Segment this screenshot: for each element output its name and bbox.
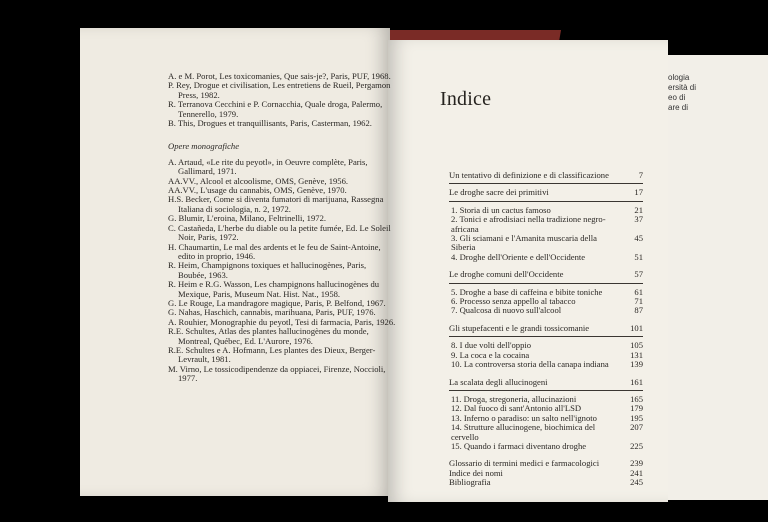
toc-chapter-row: La scalata degli allucinogeni 161 [449,376,643,387]
toc-chapter-row: Le droghe sacre dei primitivi 17 [449,187,643,198]
divider [449,183,643,184]
monograph-entry: AA.VV., L'usage du cannabis, OMS, Genève, 1970. [168,185,347,196]
monograph-entry: C. Castañeda, L'herbe du diable ou la petite fumée, Ed. Le Soleil Noir, Paris, 1972. [168,222,391,243]
toc-item-row: 1. Storia di un cactus famoso 21 [451,204,643,215]
monograph-entry: M. Virno, Le tossicodipendenze da oppiacei, Firenze, Noccioli, 1977. [168,363,386,384]
section-title: Opere monografiche [168,141,240,152]
divider [449,283,643,284]
toc-item-row: 9. La coca e la cocaina 131 [451,349,643,360]
divider [449,336,643,337]
reference-entry: A. e M. Porot, Les toxicomanies, Que sais-je?, Paris, PUF, 1968. [168,71,391,81]
monograph-entry: A. Artaud, «Le rite du peyotl», in Oeuvre complète, Paris, Gallimard, 1971. [168,156,368,177]
monograph-entry: G. Nahas, Haschich, cannabis, marihuana, Paris, PUF, 1976. [168,307,376,318]
toc-item-row: 2. Tonici e afrodisiaci nella tradizione negro-africana 37 [451,214,643,234]
reference-entry: B. This, Drogues et tranquillisants, Paris, Casterman, 1962. [168,118,372,129]
toc-item-row: 4. Droghe dell'Oriente e dell'Occidente 51 [451,251,643,262]
toc-appendix-row: Glossario di termini medici e farmacologici 239 [449,458,643,469]
divider [449,201,643,202]
toc-item-row: 15. Quando i farmaci diventano droghe 225 [451,440,643,451]
monograph-entry: H.S. Becker, Come si diventa fumatori di marijuana, Rassegna Italiana di sociologia, n. 2, 1972. [168,194,384,214]
toc-item-row: 7. Qualcosa di nuovo sull'alcool 87 [451,305,643,316]
monograph-entry: R.E. Schultes, Atlas des plantes hallucinogènes du monde, Montreal, Québec, Ed. L'Aurore, 1976. [168,326,369,346]
toc-item-row: 14. Strutture allucinogene, biochimica del cervello 207 [451,422,643,442]
toc-item-row: 12. Dal fuoco di sant'Antonio all'LSD 179 [451,403,643,414]
reference-entry: R. Terranova Cecchini e P. Cornacchia, Quale droga, Palermo, Tennerello, 1979. [168,99,383,119]
divider [449,390,643,391]
toc-item-row: 11. Droga, stregoneria, allucinazioni 165 [451,393,643,404]
toc-chapter-row: Le droghe comuni dell'Occidente 57 [449,269,643,280]
toc-item-row: 3. Gli sciamani e l'Amanita muscaria della Siberia 45 [451,233,643,253]
monograph-entry: G. Blumir, L'eroina, Milano, Feltrinelli, 1972. [168,213,327,224]
toc-chapter-row: Gli stupefacenti e le grandi tossicomanie 101 [449,322,643,333]
table-of-contents [449,171,643,488]
monograph-entry: R.E. Schultes e A. Hofmann, Les plantes des Dieux, Berger-Levrault, 1981. [168,344,376,365]
monograph-entry: AA.VV., Alcool et alcoolisme, OMS, Genève, 1956. [168,175,349,186]
bibliography-list [168,72,396,384]
toc-intro-row: Un tentativo di definizione e di classificazione 7 [449,170,643,180]
monograph-entry: H. Chaumartin, Le mal des ardents et le feu de Saint-Antoine, edito in proprio, 1946. [168,241,381,261]
toc-item-row: 5. Droghe a base di caffeina e bibite toniche 61 [451,286,643,297]
toc-item-row: 13. Inferno o paradiso: un salto nell'ignoto 195 [451,412,643,423]
monograph-entry: R. Heim, Champignons toxiques et hallucinogènes, Paris, Boubée, 1963. [168,260,367,280]
monograph-entry: A. Rouhier, Monographie du peyotl, Tesi di farmacia, Paris, 1926. [168,316,396,327]
background-paper-text: ologia ersità di eo di are di [668,73,697,112]
index-title: Indice [440,88,492,110]
monograph-entry: R. Heim e R.G. Wasson, Les champignons hallucinogènes du Mexique, Paris, Museum Nat. Hist. Nat., 1958. [168,279,380,299]
toc-appendix-row: Bibliografia 245 [449,477,643,488]
toc-item-row: 6. Processo senza appello al tabacco 71 [451,296,643,307]
reference-entry: P. Rey, Drogue et civilisation, Les entretiens de Rueil, Pergamon Press, 1982. [168,80,391,100]
toc-item-row: 10. La controversa storia della canapa indiana 139 [451,359,643,370]
monograph-entry: G. Le Rouge, La mandragore magique, Paris, P. Belfond, 1967. [168,297,386,308]
toc-appendix-row: Indice dei nomi 241 [449,467,643,478]
background-paper [655,55,768,500]
toc-item-row: 8. I due volti dell'oppio 105 [451,340,643,351]
